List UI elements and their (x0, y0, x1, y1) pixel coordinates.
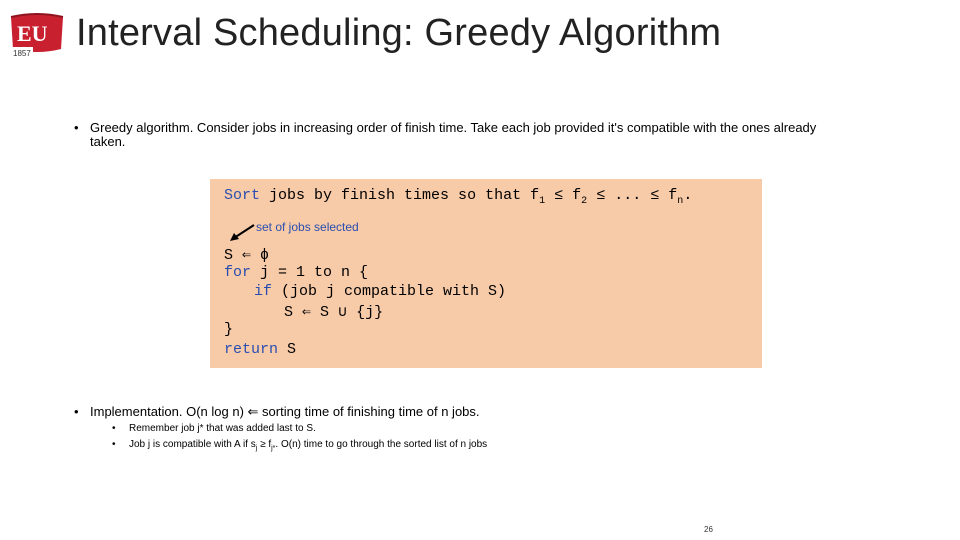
code-if-text: (job j compatible with S) (272, 283, 507, 300)
code-sort-text: jobs by finish times so that f (269, 187, 540, 204)
sub-bullet-dot: • (112, 439, 116, 450)
code-return-line (224, 341, 296, 358)
sub2-post: . O(n) time to go through the sorted list of n jobs (275, 439, 488, 450)
code-fn: f (668, 187, 678, 204)
bullet-greedy-algorithm (74, 121, 894, 149)
code-assign-line: S ⇐ S ∪ {j} (284, 304, 384, 321)
sub2-s-sub: j (255, 445, 258, 452)
annotation-arrow-icon (228, 222, 258, 244)
code-for-line (224, 264, 368, 281)
bullet-greedy-line2: taken. (90, 134, 126, 149)
sub-bullet-compatible-text (112, 439, 752, 455)
code-return-keyword: return (224, 341, 279, 358)
code-for-text: j = 1 to n { (251, 264, 369, 281)
bullet-implementation-text: Implementation. O(n log n) ⇐ sorting time of finishing time of n jobs. (90, 404, 480, 419)
code-sort-line (224, 187, 692, 207)
code-close-brace: } (224, 321, 234, 338)
sub-bullet-dot: • (112, 423, 116, 434)
logo-text: EU (17, 21, 48, 46)
page-number: 26 (704, 525, 713, 534)
slide-title: Interval Scheduling: Greedy Algorithm (76, 12, 722, 54)
code-init-line: S ⇐ ϕ (224, 247, 270, 264)
code-for-keyword: for (224, 264, 252, 281)
code-sort-keyword: Sort (224, 187, 261, 204)
sub-bullet-compatible (112, 439, 752, 455)
logo-year: 1857 (13, 49, 31, 58)
annotation-set-of-jobs: set of jobs selected (256, 220, 359, 234)
code-dots: ... (614, 187, 642, 204)
sub-bullet-remember-text: Remember job j* that was added last to S. (129, 423, 316, 434)
sub2-mid: ≥ f (257, 439, 272, 450)
bullet-dot: • (74, 404, 79, 419)
code-le-1: ≤ (554, 187, 564, 204)
code-if-line (254, 283, 506, 300)
bullet-implementation (74, 405, 774, 419)
code-le-3: ≤ (650, 187, 660, 204)
code-fn-sub: n (677, 196, 684, 207)
code-if-keyword: if (254, 283, 273, 300)
university-logo (9, 13, 65, 59)
code-return-text: S (278, 341, 297, 358)
sub-bullet-remember (112, 423, 712, 435)
bullet-greedy-line1: Greedy algorithm. Consider jobs in increasing order of finish time. Take each job provided it's compatible with the ones already (90, 120, 817, 135)
code-le-2: ≤ (596, 187, 606, 204)
code-f2-sub: 2 (581, 196, 588, 207)
code-f1-sub: 1 (539, 196, 546, 207)
code-period: . (683, 187, 693, 204)
bullet-dot: • (74, 120, 79, 135)
sub2-pre: Job j is compatible with A if s (129, 439, 256, 450)
sub2-f-sub: j* (271, 445, 276, 452)
code-f2: f (572, 187, 582, 204)
